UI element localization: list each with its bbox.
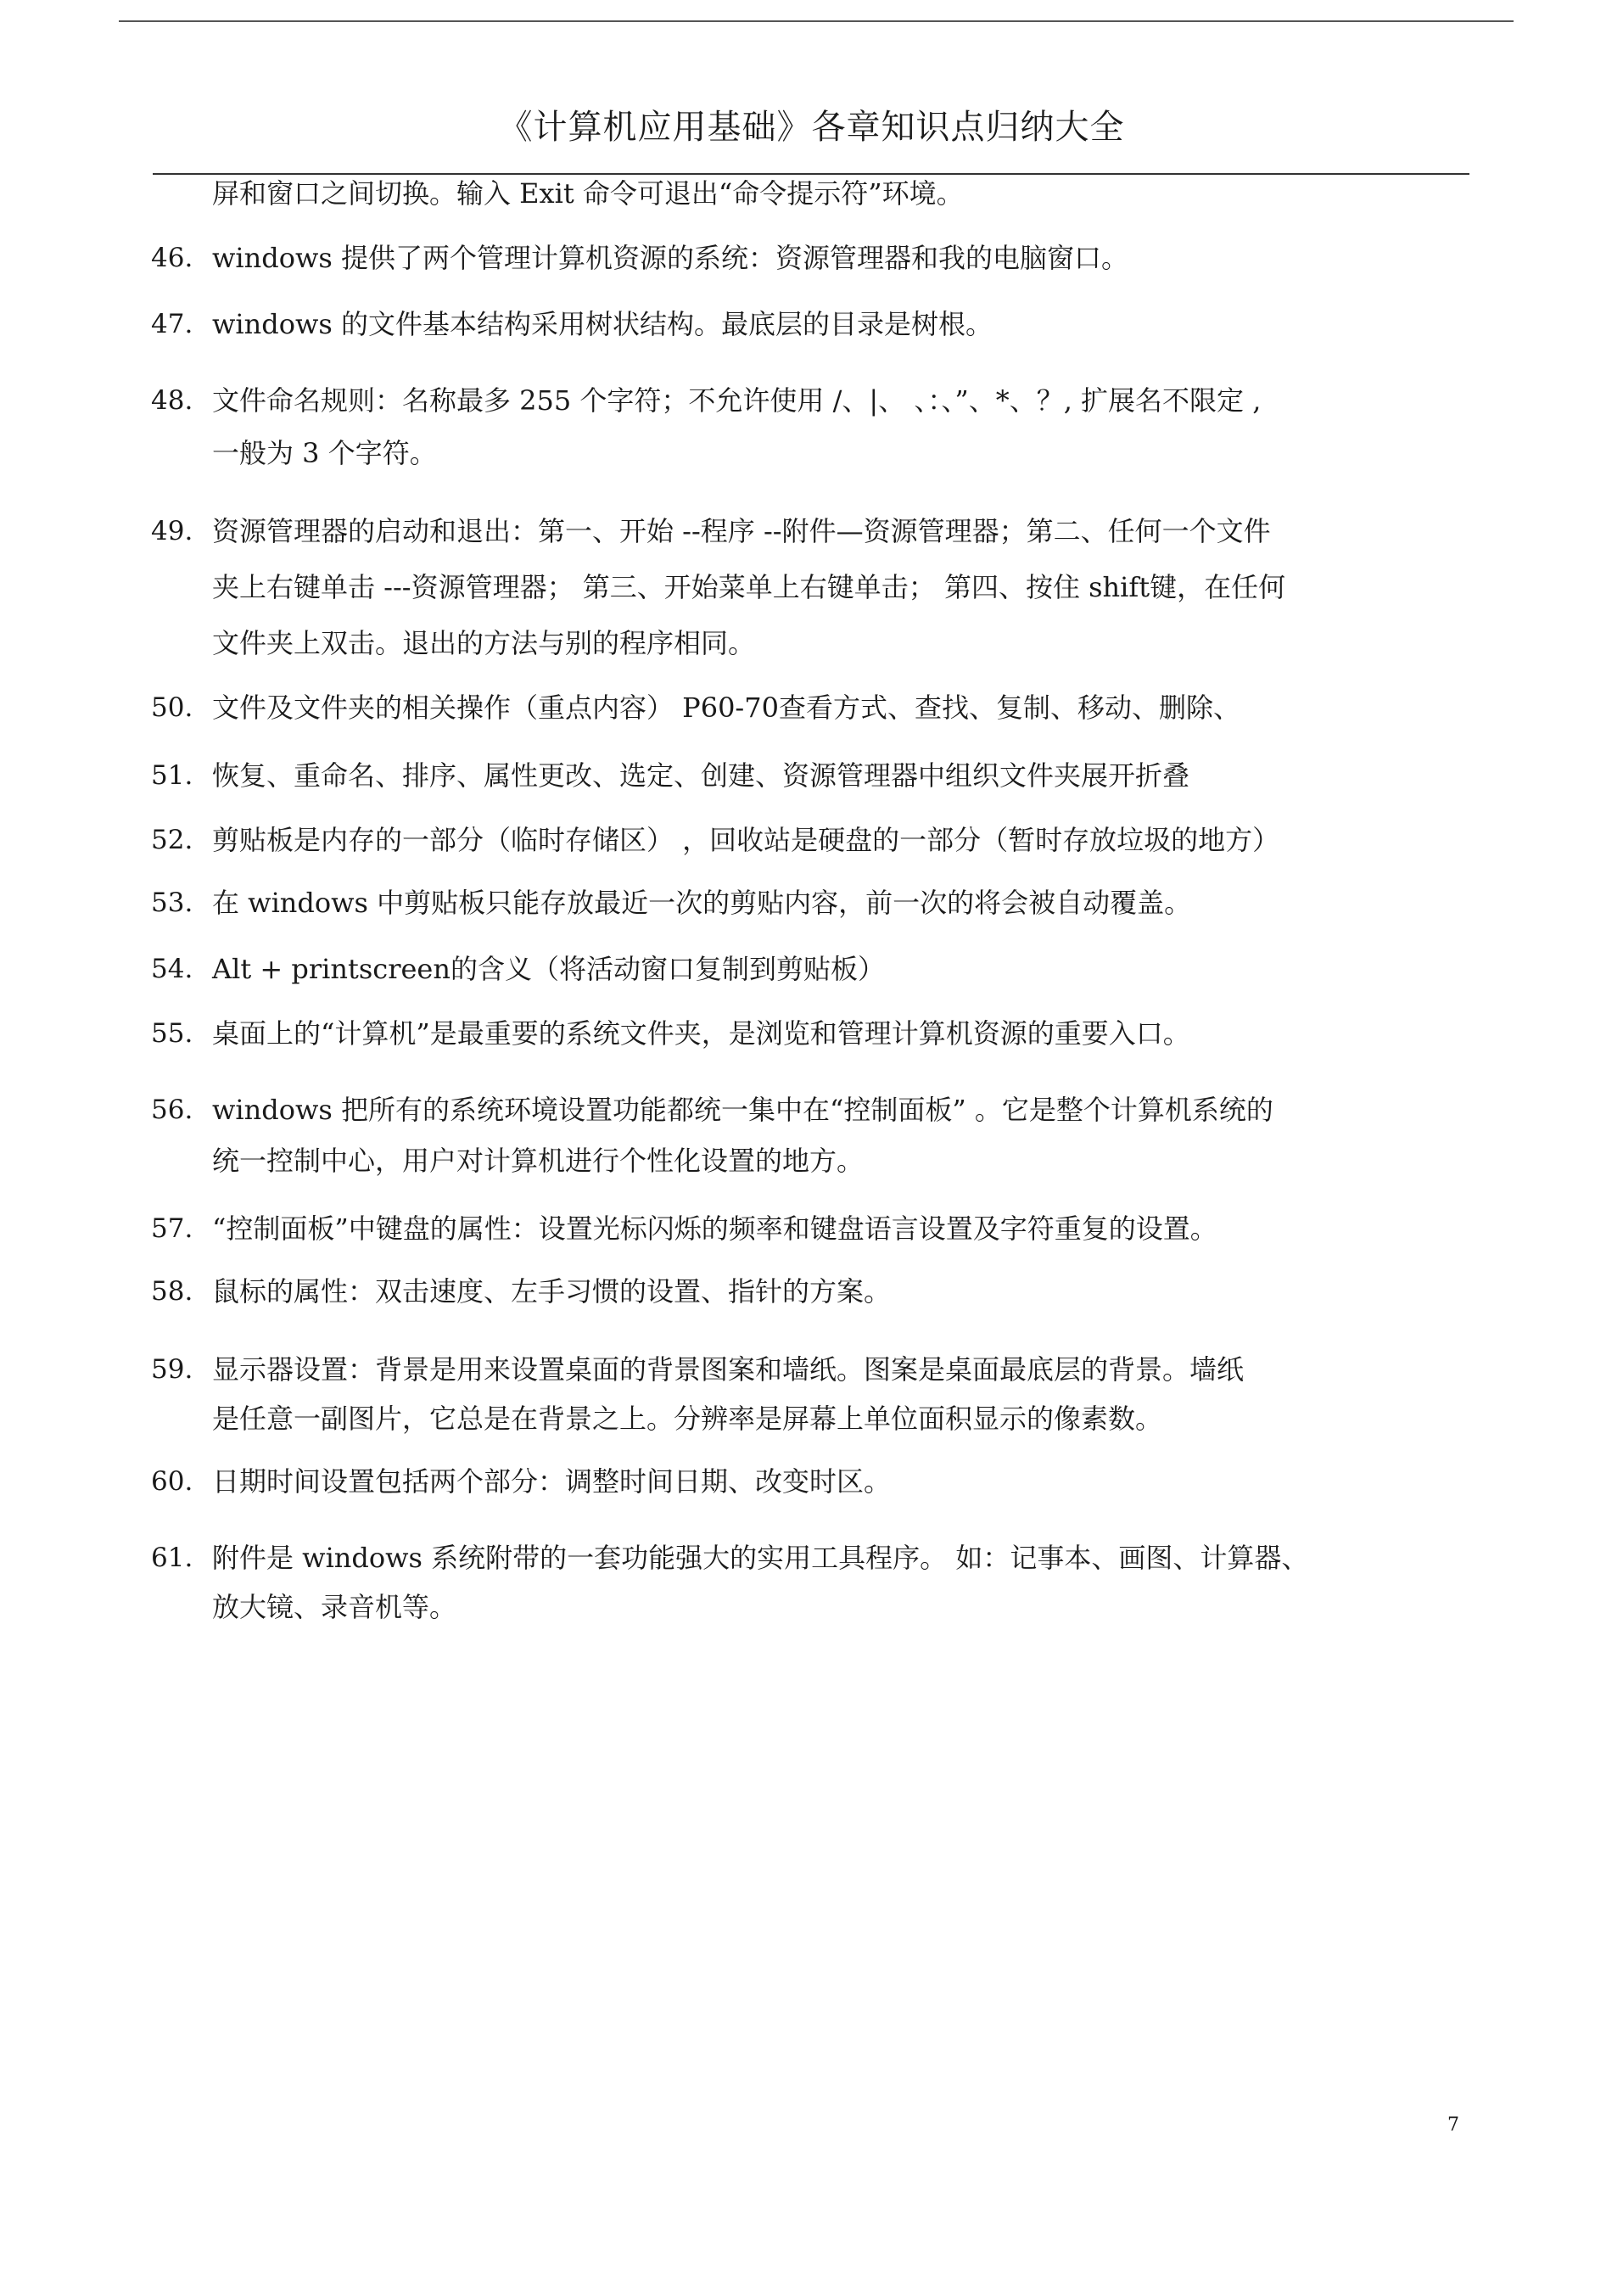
page-number: 7 xyxy=(1447,2114,1459,2136)
item-number: 48. xyxy=(151,385,193,416)
item-line: 显示器设置：背景是用来设置桌面的背景图案和墙纸。图案是桌面最底层的背景。墙纸 xyxy=(212,1353,1245,1386)
item-line: 资源管理器的启动和退出：第一、开始 --程序 --附件—资源管理器；第二、任何一个文件 xyxy=(212,515,1271,547)
item-line: 夹上右键单击 ---资源管理器； 第三、开始菜单上右键单击； 第四、按住 shift键，在任何 xyxy=(212,571,1286,603)
item-number: 58. xyxy=(151,1276,193,1307)
item-number: 59. xyxy=(151,1354,193,1385)
item-number: 56. xyxy=(151,1095,193,1125)
page-title: 《计算机应用基础》各章知识点归纳大全 xyxy=(498,108,1125,147)
item-line: 是任意一副图片，它总是在背景之上。分辨率是屏幕上单位面积显示的像素数。 xyxy=(212,1403,1163,1435)
item-line: 文件及文件夹的相关操作（重点内容） P60-70查看方式、查找、复制、移动、删除、 xyxy=(212,692,1240,724)
item-number: 50. xyxy=(151,692,193,723)
item-line: 桌面上的“计算机”是最重要的系统文件夹，是浏览和管理计算机资源的重要入口。 xyxy=(212,1017,1190,1050)
item-line: 恢复、重命名、排序、属性更改、选定、创建、资源管理器中组织文件夹展开折叠 xyxy=(212,759,1190,792)
item-number: 57. xyxy=(151,1213,193,1244)
item-number: 52. xyxy=(151,825,193,855)
item-line: 剪贴板是内存的一部分（临时存储区） ，回收站是硬盘的一部分（暂时存放垃圾的地方） xyxy=(212,824,1280,856)
item-line: windows 提供了两个管理计算机资源的系统：资源管理器和我的电脑窗口。 xyxy=(212,242,1128,274)
top-rule xyxy=(119,20,1514,22)
item-line: 统一控制中心，用户对计算机进行个性化设置的地方。 xyxy=(212,1145,865,1177)
item-line: “控制面板”中键盘的属性：设置光标闪烁的频率和键盘语言设置及字符重复的设置。 xyxy=(212,1212,1217,1245)
item-line: 一般为 3 个字符。 xyxy=(212,437,437,469)
item-number: 47. xyxy=(151,309,193,339)
item-line: Alt + printscreen的含义（将活动窗口复制到剪贴板） xyxy=(212,953,885,985)
item-number: 60. xyxy=(151,1466,193,1497)
item-line: 文件命名规则：名称最多 255 个字符；不允许使用 /、|、 、：、”、*、？, 扩展名不限定 , xyxy=(212,384,1262,417)
item-line: 文件夹上双击。退出的方法与别的程序相同。 xyxy=(212,627,756,659)
item-number: 55. xyxy=(151,1018,193,1049)
item-line: windows 的文件基本结构采用树状结构。最底层的目录是树根。 xyxy=(212,308,993,340)
item-line: 日期时间设置包括两个部分：调整时间日期、改变时区。 xyxy=(212,1465,892,1498)
title-rule xyxy=(153,173,1469,175)
item-line: 鼠标的属性：双击速度、左手习惯的设置、指针的方案。 xyxy=(212,1275,892,1308)
item-number: 51. xyxy=(151,760,193,791)
item-number: 61. xyxy=(151,1543,193,1573)
item-line: 附件是 windows 系统附带的一套功能强大的实用工具程序。 如：记事本、画图、计算器、 xyxy=(212,1542,1309,1574)
item-line: 放大镜、录音机等。 xyxy=(212,1591,457,1623)
item-line: 在 windows 中剪贴板只能存放最近一次的剪贴内容，前一次的将会被自动覆盖。 xyxy=(212,887,1192,919)
item-number: 54. xyxy=(151,954,193,984)
item-number: 49. xyxy=(151,516,193,546)
item-number: 46. xyxy=(151,243,193,273)
item-line: windows 把所有的系统环境设置功能都统一集中在“控制面板” 。它是整个计算机系统的 xyxy=(212,1094,1273,1126)
item-line: 屏和窗口之间切换。输入 Exit 命令可退出“命令提示符”环境。 xyxy=(212,177,964,210)
item-number: 53. xyxy=(151,888,193,918)
